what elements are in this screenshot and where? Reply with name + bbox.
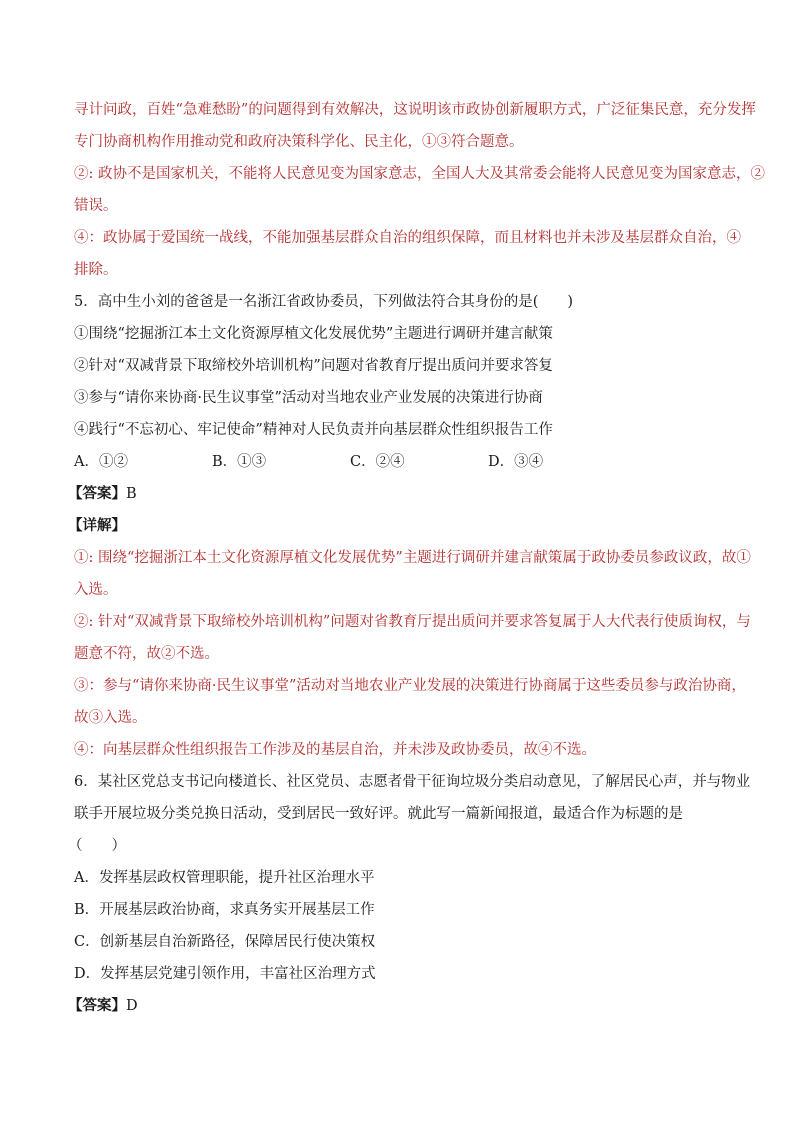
q5-options	[74, 452, 734, 472]
q6-option-a: A．发挥基层政权管理职能，提升社区治理水平	[74, 870, 375, 886]
q6-answer-label: 【答案】	[68, 997, 126, 1014]
q5-detail-2-line-2: 题意不符，故②不选。	[74, 646, 219, 662]
q6-stem-line-3: （ ）	[68, 838, 126, 854]
q6-option-c: C．创新基层自治新路径，保障居民行使决策权	[74, 934, 376, 950]
q6-option-b: B．开展基层政治协商，求真务实开展基层工作	[74, 902, 375, 918]
q5-option-d: D．③④	[488, 454, 544, 470]
q5-detail-label-text: 【详解】	[68, 517, 126, 534]
q4-analysis-line-1: 寻计问政，百姓“急难愁盼”的问题得到有效解决，这说明该市政协创新履职方式，广泛征集民意，充分发挥	[74, 102, 756, 118]
q5-detail-1-line-1: ①: 围绕“挖掘浙江本土文化资源厚植文化发展优势”主题进行调研并建言献策属于政协委员参政议政，故①	[74, 550, 751, 566]
q4-point2-line-1: ②: 政协不是国家机关，不能将人民意见变为国家意志，全国人大及其常委会能将人民意见变为国家意志，②	[74, 166, 765, 182]
q5-stem: 5．高中生小刘的爸爸是一名浙江省政协委员，下列做法符合其身份的是( )	[74, 294, 574, 310]
q4-analysis-line-2: 专门协商机构作用推动党和政府决策科学化、民主化，①③符合题意。	[74, 134, 524, 150]
q6-stem-line-1: 6．某社区党总支书记向楼道长、社区党员、志愿者骨干征询垃圾分类启动意见，了解居民心声，并与物业	[74, 774, 751, 790]
q5-detail-label	[68, 516, 728, 536]
q5-item-4: ④践行“不忘初心、牢记使命”精神对人民负责并向基层群众性组织报告工作	[74, 422, 553, 438]
q5-answer-value: B	[126, 486, 137, 502]
q6-option-d: D．发挥基层党建引领作用，丰富社区治理方式	[74, 966, 376, 982]
q4-point4-line-1: ④：政协属于爱国统一战线，不能加强基层群众自治的组织保障，而且材料也并未涉及基层群众自治，④	[74, 230, 741, 246]
q5-answer	[68, 484, 728, 504]
q5-item-2: ②针对“双减背景下取缔校外培训机构”问题对省教育厅提出质问并要求答复	[74, 358, 553, 374]
q5-answer-label: 【答案】	[68, 485, 126, 502]
q4-point2-line-2: 错误。	[74, 198, 118, 214]
q5-item-3: ③参与“请你来协商·民生议事堂”活动对当地农业产业发展的决策进行协商	[74, 390, 543, 406]
q5-detail-1-line-2: 入选。	[74, 582, 118, 598]
q5-detail-3-line-1: ③：参与“请你来协商·民生议事堂”活动对当地农业产业发展的决策进行协商属于这些委员参与政治协商，	[74, 678, 746, 694]
q6-answer	[68, 996, 728, 1016]
q5-option-a: A．①②	[74, 454, 128, 470]
q5-detail-4-line-1: ④：向基层群众性组织报告工作涉及的基层自治，并未涉及政协委员，故④不选。	[74, 742, 596, 758]
q5-detail-3-line-2: 故③入选。	[74, 710, 147, 726]
q6-answer-value: D	[126, 998, 138, 1014]
q5-detail-2-line-1: ②: 针对“双减背景下取缔校外培训机构”问题对省教育厅提出质问并要求答复属于人大代表行使质询权，与	[74, 614, 751, 630]
q5-item-1: ①围绕“挖掘浙江本土文化资源厚植文化发展优势”主题进行调研并建言献策	[74, 326, 553, 342]
q5-option-b: B．①③	[212, 454, 267, 470]
q6-stem-line-2: 联手开展垃圾分类兑换日活动，受到居民一致好评。就此写一篇新闻报道，最适合作为标题的是	[74, 806, 683, 822]
q5-option-c: C．②④	[350, 454, 405, 470]
q4-point4-line-2: 排除。	[74, 262, 118, 278]
